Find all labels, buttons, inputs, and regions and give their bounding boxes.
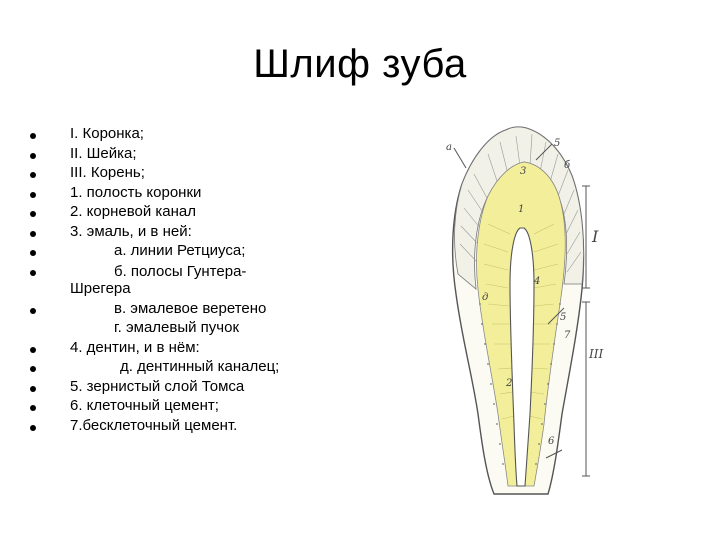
bullet-dot <box>30 425 36 431</box>
list-item <box>30 163 330 183</box>
label-2: 2 <box>506 378 513 389</box>
list-item <box>30 124 330 144</box>
list-item-text: г. эмалевый пучок <box>114 319 240 336</box>
list-item-text: 2. корневой канал <box>70 203 197 220</box>
list-item <box>30 241 330 261</box>
bullet-dot <box>30 192 36 198</box>
list-item <box>30 183 330 203</box>
bullet-dot <box>30 308 36 314</box>
bullet-dot <box>30 366 36 372</box>
list-item <box>30 416 330 436</box>
list-item <box>30 263 330 297</box>
bullet-dot <box>30 211 36 217</box>
bullet-list <box>30 124 330 435</box>
bullet-dot <box>30 270 36 276</box>
bullet-dot <box>30 250 36 256</box>
bullet-dot <box>30 153 36 159</box>
list-item-text: б. полосы Гунтера- <box>114 262 247 280</box>
list-item <box>30 299 330 319</box>
bullet-dot <box>30 133 36 139</box>
label-b: б <box>564 160 571 171</box>
bullet-dot <box>30 347 36 353</box>
bullet-dot <box>30 405 36 411</box>
bullet-dot <box>30 386 36 392</box>
list-item-text: III. Корень; <box>70 164 145 181</box>
label-d: д <box>482 292 489 303</box>
label-3: 3 <box>520 166 527 177</box>
label-5-top: 5 <box>554 138 561 149</box>
bullet-dot <box>30 231 36 237</box>
label-4: 4 <box>534 276 541 287</box>
list-item-text: 7.бесклеточный цемент. <box>70 416 238 434</box>
list-item <box>30 357 330 377</box>
list-item-text: д. дентинный каналец; <box>120 358 280 375</box>
list-item <box>30 222 330 242</box>
list-item <box>30 144 330 164</box>
label-1: 1 <box>518 204 525 215</box>
slide-title: Шлиф зуба <box>253 42 467 86</box>
list-item <box>30 377 330 397</box>
list-item <box>30 396 330 416</box>
list-item-text: II. Шейка; <box>70 144 137 162</box>
bullet-dot <box>30 172 36 178</box>
list-item <box>30 202 330 222</box>
list-item-text-continued: Шрегера <box>70 279 131 297</box>
list-item-text: 3. эмаль, и в ней: <box>70 222 192 240</box>
list-item <box>30 338 330 358</box>
tooth-section-illustration <box>436 124 616 500</box>
list-item-text: а. линии Ретциуса; <box>114 242 246 259</box>
label-5: 5 <box>560 312 567 323</box>
list-item-text: 6. клеточный цемент; <box>70 397 219 414</box>
label-a: а <box>446 142 452 153</box>
label-6: 6 <box>548 436 555 447</box>
label-roman-1: I <box>592 227 599 246</box>
list-item-text: 5. зернистый слой Томса <box>70 377 245 395</box>
list-item-text: I. Коронка; <box>70 125 144 142</box>
list-item-text: 4. дентин, и в нём: <box>70 338 200 356</box>
label-7: 7 <box>564 330 571 341</box>
list-item-text: в. эмалевое веретено <box>114 299 267 317</box>
list-item-text: 1. полость коронки <box>70 183 202 201</box>
label-roman-3: III <box>589 347 604 361</box>
list-item <box>30 318 330 338</box>
